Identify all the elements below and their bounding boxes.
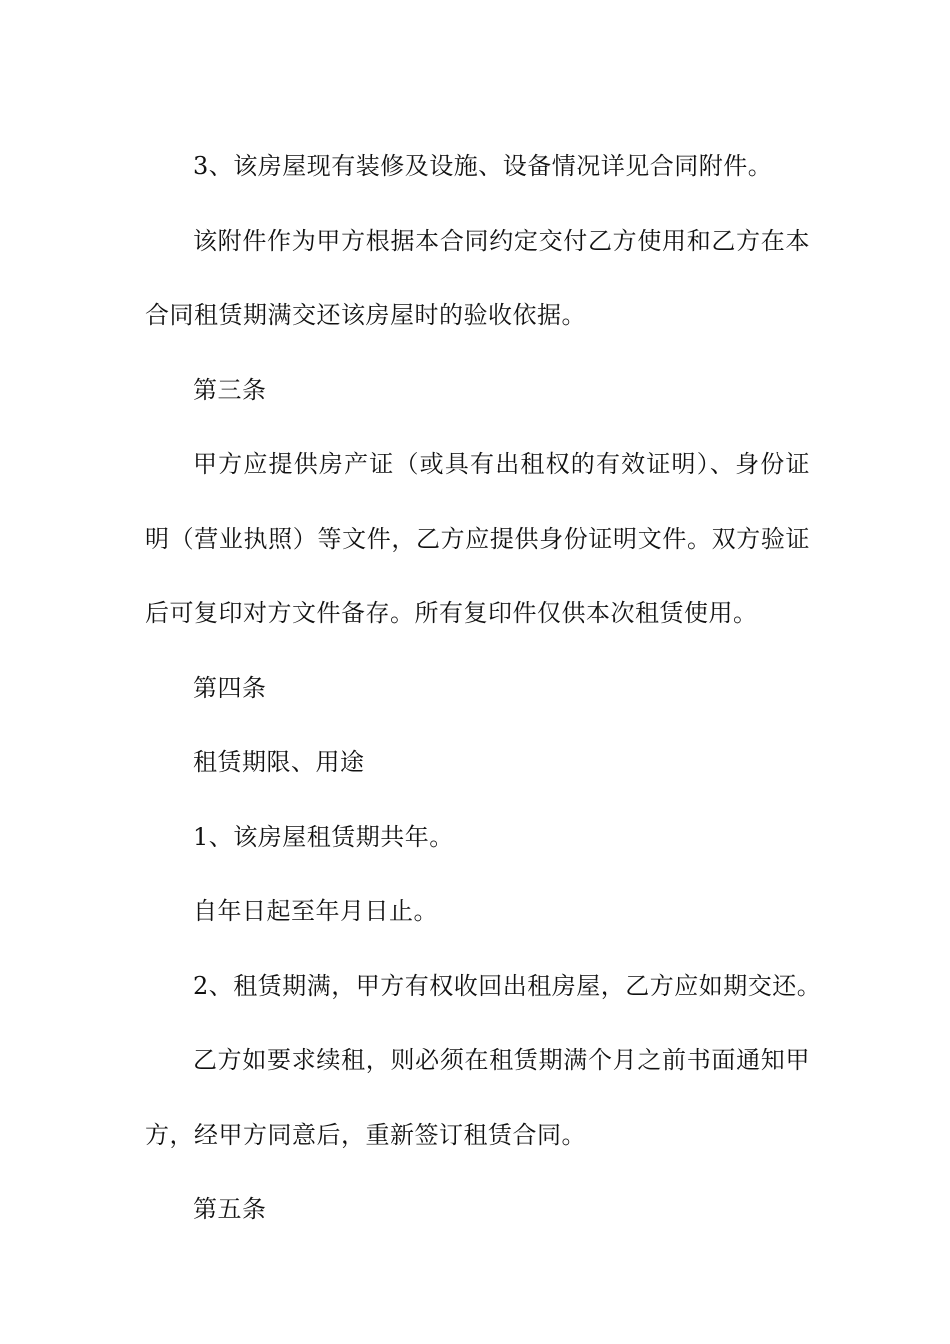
article-heading-5: 第五条 bbox=[193, 1195, 267, 1223]
section-title-term-usage: 租赁期限、用途 bbox=[193, 748, 365, 776]
article-heading-4: 第四条 bbox=[193, 673, 267, 702]
paragraph-term-dates: 自年日起至年月日止。 bbox=[193, 897, 438, 925]
paragraph-renewal: 乙方如要求续租，则必须在租赁期满个月之前书面通知甲方，经甲方同意后，重新签订租赁合同。 bbox=[145, 1046, 810, 1149]
document-body bbox=[145, 129, 822, 1247]
paragraph-term-item-1: 1、该房屋租赁期共年。 bbox=[193, 822, 454, 851]
paragraph-attachment-note: 该附件作为甲方根据本合同约定交付乙方使用和乙方在本合同租赁期满交还该房屋时的验收依据。 bbox=[145, 226, 810, 329]
paragraph-term-item-2: 2、租赁期满，甲方有权收回出租房屋，乙方应如期交还。 bbox=[193, 971, 822, 1000]
paragraph-clause-3-item-3: 3、该房屋现有装修及设施、设备情况详见合同附件。 bbox=[193, 152, 773, 180]
article-heading-3: 第三条 bbox=[193, 375, 267, 404]
paragraph-documents: 甲方应提供房产证（或具有出租权的有效证明）、身份证明（营业执照）等文件，乙方应提供身份证明文件。双方验证后可复印对方文件备存。所有复印件仅供本次租赁使用。 bbox=[145, 450, 810, 627]
